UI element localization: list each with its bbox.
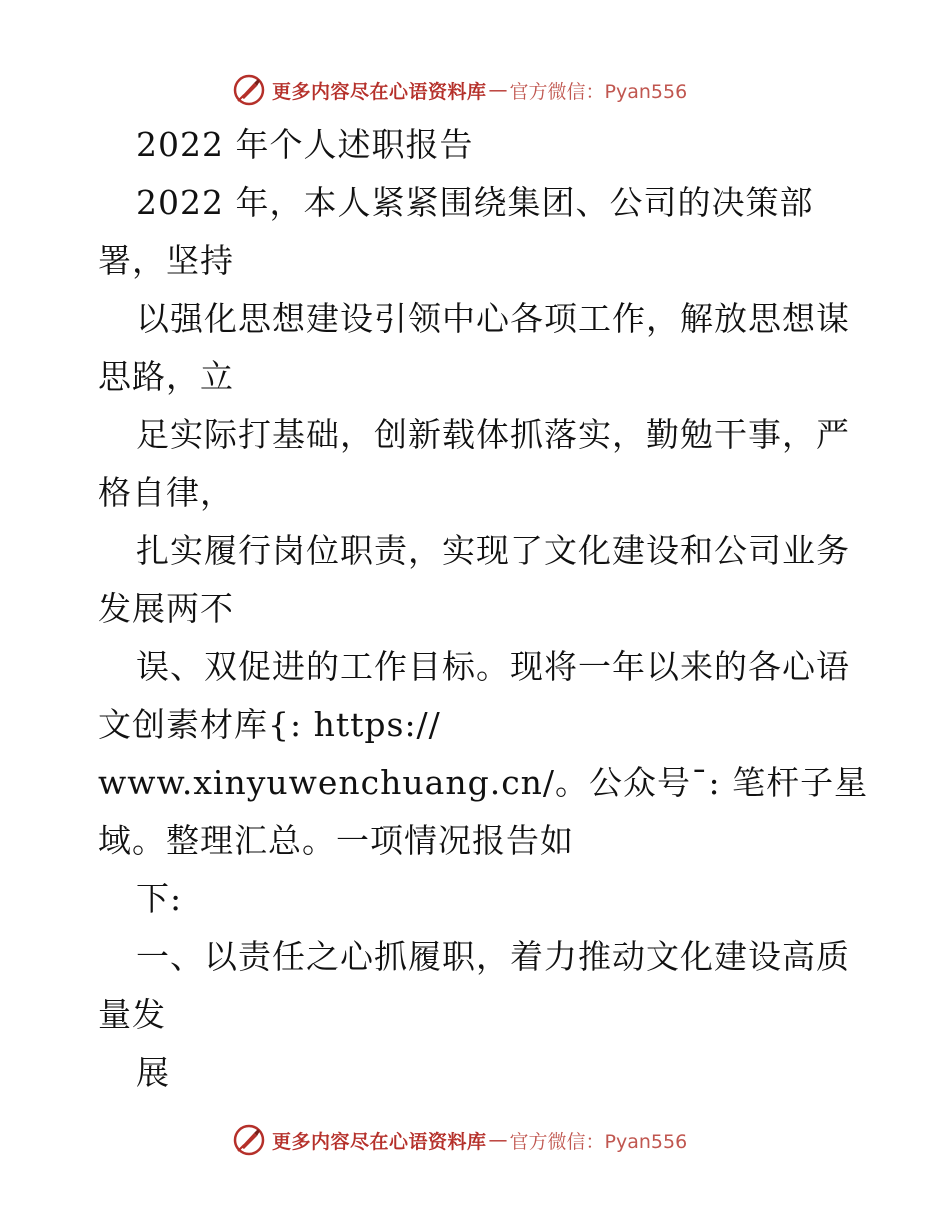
doc-line: 格自律， [98, 473, 234, 512]
header-watermark-banner [232, 72, 687, 108]
doc-line: 足实际打基础，创新载体抓落实，勤勉干事，严 [136, 415, 850, 454]
doc-line: 误、双促进的工作目标。现将一年以来的各心语 [136, 647, 850, 686]
doc-line: 下: [136, 879, 183, 918]
footer-watermark-banner [232, 1122, 687, 1158]
brand-logo-icon [232, 73, 266, 107]
doc-line: 发展两不 [98, 589, 234, 628]
document-body [98, 116, 868, 1102]
doc-line: 文创素材库{: https:// [98, 705, 441, 744]
brand-logo-icon [232, 1123, 266, 1157]
doc-line: 域。整理汇总。一项情况报告如 [98, 821, 574, 860]
doc-line: 2022 年，本人紧紧围绕集团、公司的决策部 [136, 183, 814, 222]
banner-separator: — [488, 79, 508, 101]
banner-wechat-text: 官方微信：Pyan556 [509, 1130, 688, 1153]
doc-line: 2022 年个人述职报告 [136, 125, 474, 164]
banner-main-text: 更多内容尽在心语资料库 [272, 1130, 487, 1153]
doc-line: 扎实履行岗位职责，实现了文化建设和公司业务 [136, 531, 850, 570]
doc-line: 量发 [98, 995, 166, 1034]
doc-line: 署，坚持 [98, 241, 234, 280]
doc-line: www.xinyuwenchuang.cn/。公众号¯: 笔杆子星 [98, 763, 869, 802]
doc-line: 思路，立 [98, 357, 234, 396]
banner-wechat-text: 官方微信：Pyan556 [509, 80, 688, 103]
doc-line: 一、以责任之心抓履职，着力推动文化建设高质 [136, 937, 850, 976]
banner-separator: — [488, 1129, 508, 1151]
doc-line: 以强化思想建设引领中心各项工作，解放思想谋 [136, 299, 850, 338]
doc-line: 展 [136, 1053, 170, 1092]
banner-main-text: 更多内容尽在心语资料库 [272, 80, 487, 103]
